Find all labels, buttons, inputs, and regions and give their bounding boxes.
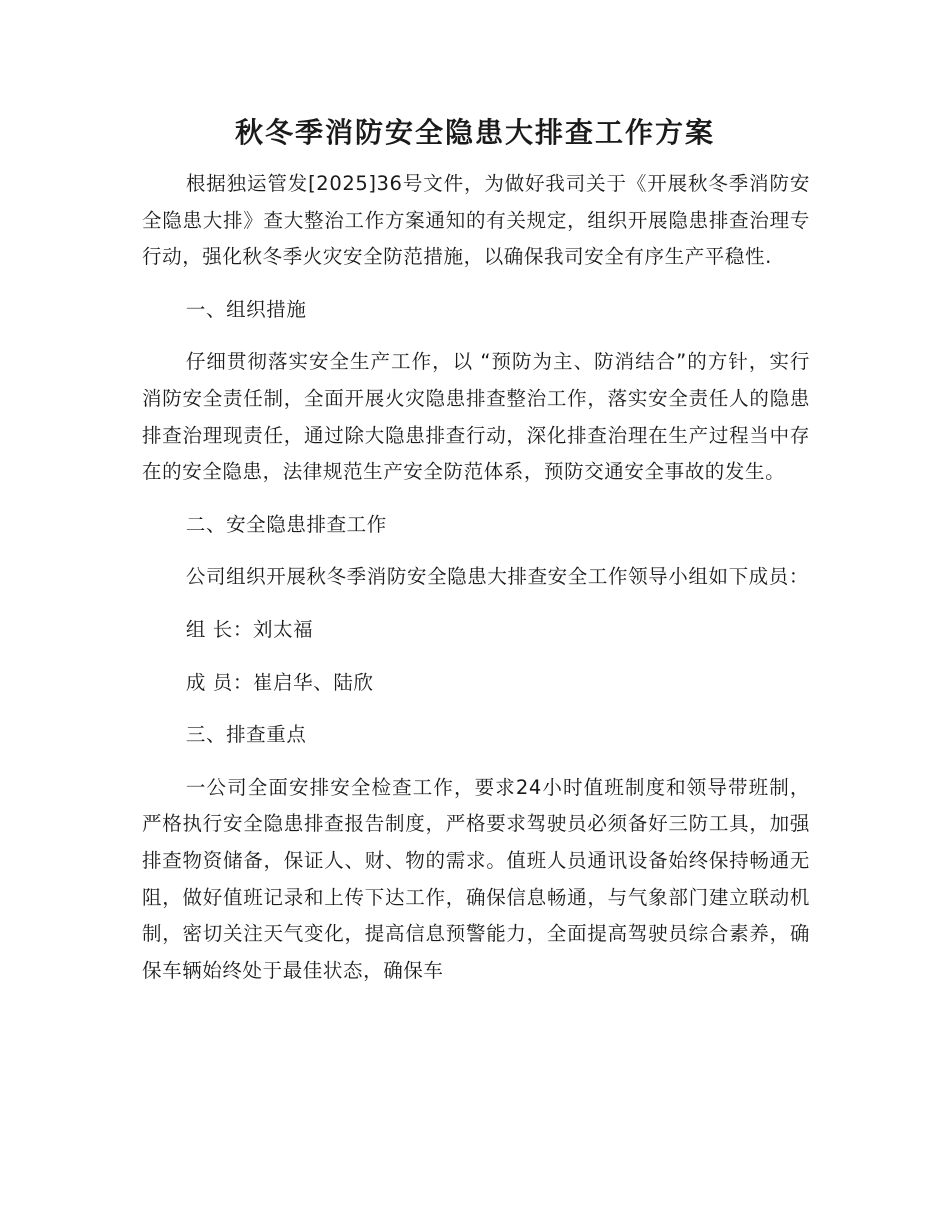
section-heading-focus: 三、排查重点	[185, 723, 307, 747]
team-leader: 组 长：刘太福	[185, 617, 314, 641]
paragraph-intro: 根据独运管发[2025]36号文件，为做好我司关于《开展秋冬季消防安全隐患大排》查大整治工作方案通知的有关规定，组织开展隐患排查治理专行动，强化秋冬季火灾安全防范措施，以确保我司安全有序生产平稳性.	[142, 172, 810, 269]
paragraph-organization: 仔细贯彻落实安全生产工作，以 “预防为主、防消结合”的方针，实行消防安全责任制，全面开展火灾隐患排查整治工作，落实安全责任人的隐患排查治理现责任，通过除大隐患排查行动，深化排查治理在生产过程当中存在的安全隐患，法律规范生产安全防范体系，预防交通安全事故的发生。	[142, 350, 810, 484]
section-heading-organization: 一、组织措施	[185, 297, 307, 321]
document-body	[142, 166, 810, 989]
paragraph-team: 公司组织开展秋冬季消防安全隐患大排查安全工作领导小组如下成员：	[185, 565, 809, 589]
paragraph-focus: 一公司全面安排安全检查工作，要求24小时值班制度和领导带班制，严格执行安全隐患排查报告制度，严格要求驾驶员必须备好三防工具，加强排查物资储备，保证人、财、物的需求。值班人员通讯设备始终保持畅通无阻，做好值班记录和上传下达工作，确保信息畅通，与气象部门建立联动机制，密切关注天气变化，提高信息预警能力，全面提高驾驶员综合素养，确保车辆始终处于最佳状态，确保车	[142, 775, 810, 982]
document-title: 秋冬季消防安全隐患大排查工作方案	[234, 116, 715, 149]
team-members: 成 员：崔启华、陆欣	[185, 670, 374, 694]
section-heading-inspection: 二、安全隐患排查工作	[185, 512, 387, 536]
